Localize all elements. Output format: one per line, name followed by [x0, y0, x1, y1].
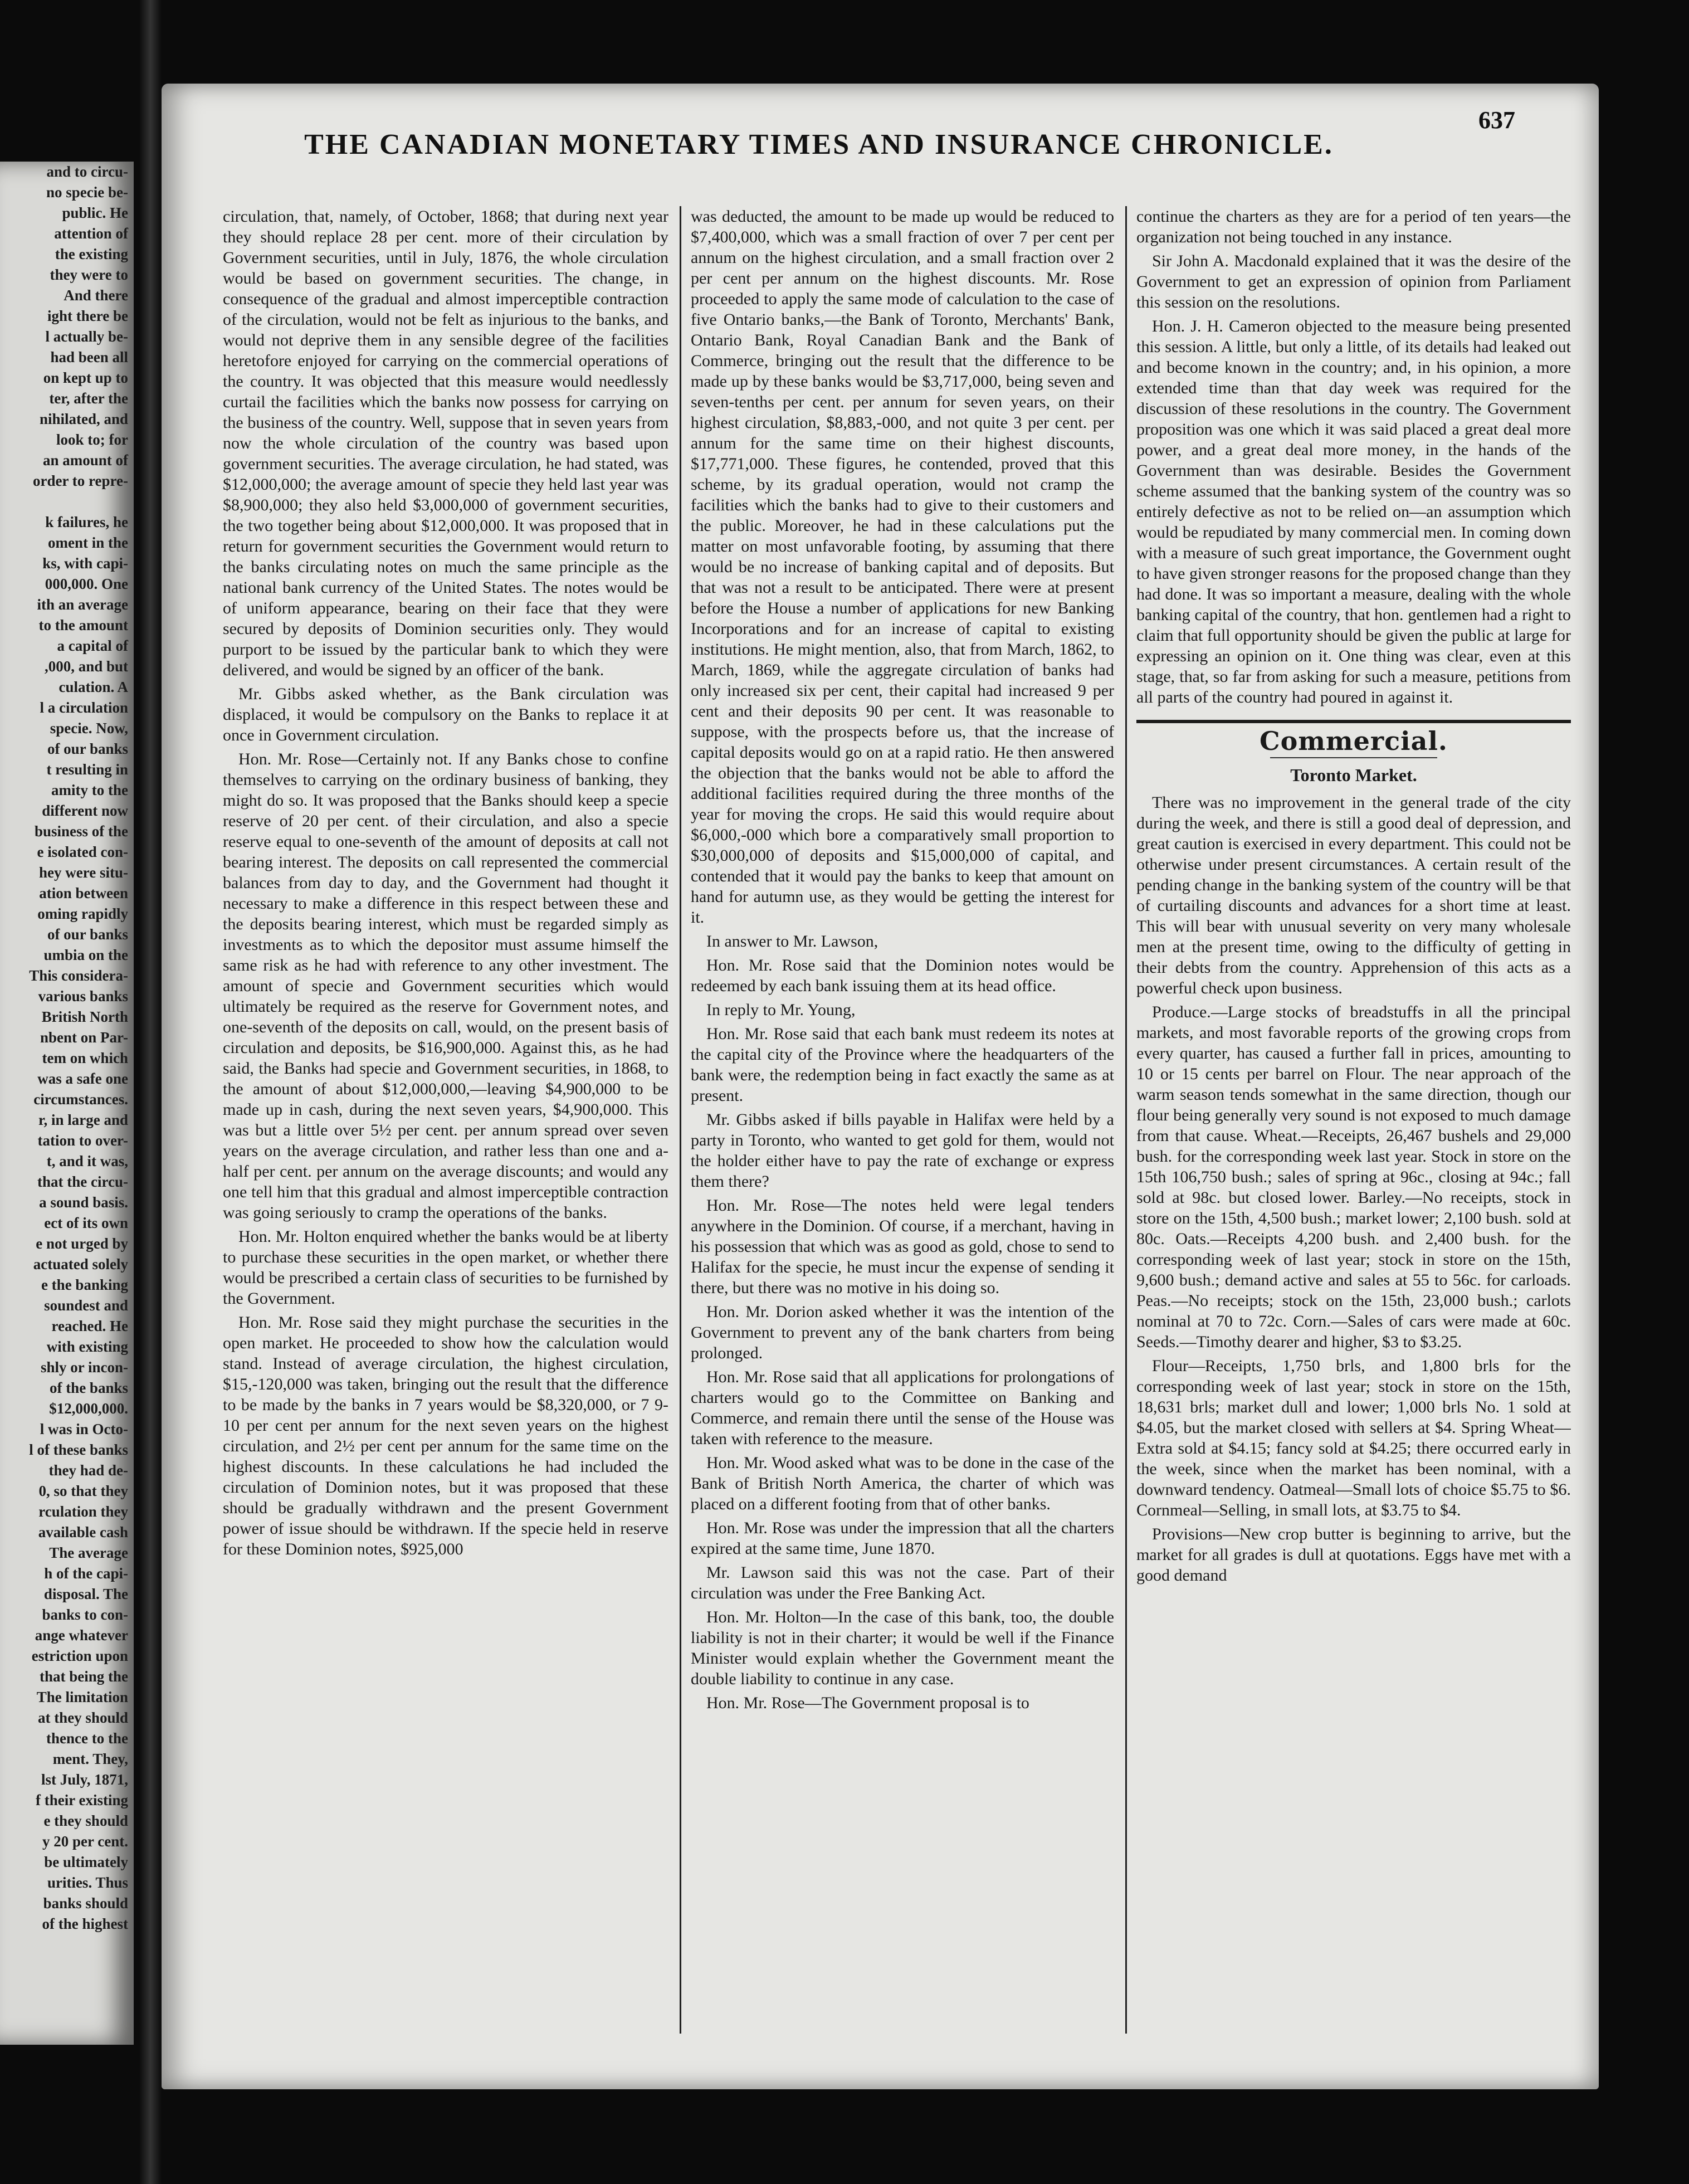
article-paragraph: Hon. Mr. Holton—In the case of this bank, too, the double liability is not in their charter; it would be well if the Finance Minister would explain whether the Government meant the double liability to continue in any case. — [691, 1608, 1114, 1688]
left-page-fragment: ect of its own — [44, 1215, 128, 1231]
left-page-fragment: ,000, and but — [44, 658, 128, 675]
left-page-fragment: nbent on Par- — [40, 1029, 128, 1046]
left-page-fragment: ange whatever — [35, 1627, 128, 1644]
article-paragraph: circulation, that, namely, of October, 1868; that during next year they should replace 28 per cent. more of their circulation by Government securities, until in July, 1876, the whole circulation would be based on government securities. The change, in consequence of the gradual and almost imperceptible contraction of the circulation, would not be felt as injurious to the banks, and would not deprive them in any sensible degree of the facilities heretofore enjoyed for carrying on the commercial operations of the country. It was objected that this measure would needlessly curtail the facilities which the banks now possess for carrying on the business of the country. Well, suppose that in seven years from now the whole circulation of the country was based upon government securities. The average circulation, he had stated, was $12,000,000; the average amount of specie they held last year was $8,900,000; they also held $3,000,000 of government securities, the two together being about $12,000,000. It was proposed that in return for government securities the Government would return to the banks circulating notes on much the same principle as the national bank currency of the United States. The notes would be of uniform appearance, bearing on their face that they were secured by deposits of Dominion securities only. They would purport to be issued by the particular bank to which they were delivered, and would be signed by an officer of the bank. — [223, 207, 668, 679]
left-page-fragment: a sound basis. — [39, 1194, 128, 1211]
left-page-fragment — [0, 491, 134, 512]
left-page-fragment: at they should — [37, 1709, 128, 1726]
left-page-fragment: 000,000. One — [45, 576, 128, 592]
left-page-fragment: 0, so that they — [38, 1483, 128, 1499]
article-paragraph: Hon. Mr. Rose—The notes held were legal tenders anywhere in the Dominion. Of course, if a merchant, having in his possession that which was as good as gold, chose to send to Halifax for the specie, he must incur the expense of sending it there, but there was no motive in his doing so. — [691, 1196, 1114, 1297]
article-paragraph: Hon. J. H. Cameron objected to the measure being presented this session. A little, but only a little, of its details had leaked out and become known in the country; and, in his opinion, a more extended time than that day week was required for the discussion of these resolutions in the country. The Government proposition was one which it was said placed a great deal more power, and a great deal more money, in the hands of the Government than was desirable. Besides the Government scheme assumed that the banking system of the country was so entirely defective as not to be relied on—an assumption which would be repudiated by many commercial men. In coming down with a measure of such great importance, the Government ought to have given stronger reasons for the proposed change than they had done. It was so important a measure, dealing with the whole banking capital of the country, that hon. gentlemen had a right to claim that full opportunity should be given the public at large for expressing an opinion on it. One thing was clear, even at this stage, that, so far from asking for such a measure, petitions from all parts of the country had poured in against it. — [1136, 317, 1571, 706]
left-page-fragment: and to circu- — [46, 163, 128, 180]
left-page-fragment: tem on which — [42, 1050, 128, 1066]
article-paragraph: Mr. Gibbs asked if bills payable in Halifax were held by a party in Toronto, who wanted to get gold for them, would not the holder either have to pay the rate of exchange or express them there? — [691, 1110, 1114, 1191]
left-page-fragment: e not urged by — [36, 1235, 128, 1252]
left-page-fragment: ter, after the — [49, 390, 128, 407]
left-page-fragment: soundest and — [44, 1297, 128, 1314]
left-page-fragment: $12,000,000. — [49, 1400, 128, 1417]
left-page-fragment: look to; for — [56, 431, 128, 448]
left-page-fragment: r, in large and — [38, 1112, 128, 1128]
left-page-fragment: k failures, he — [45, 514, 128, 530]
left-page-fragment: ment. They, — [52, 1751, 128, 1767]
left-page-fragment: public. He — [62, 204, 128, 221]
market-paragraph: There was no improvement in the general trade of the city during the week, and there is still a good deal of depression, and great caution is exercised in every department. This could not be otherwise under present circumstances. A certain result of the pending change in the banking system of the country will be that of curtailing discounts and advances for a short time at least. This will bear with unusual severity on very many wholesale men at the present time, owing to the difficulty of getting in their debts from the country. Apprehension of this acts as a powerful check upon business. — [1136, 793, 1571, 997]
book-binding — [139, 0, 162, 2184]
left-page-fragment: h of the capi- — [44, 1565, 128, 1582]
article-paragraph: Hon. Mr. Rose said that all applications for prolongations of charters would go to the Committee on Banking and Commerce, and remain there until the sense of the House was taken with reference to the measure. — [691, 1368, 1114, 1448]
left-page-fragment: an amount of — [42, 452, 128, 469]
left-page-fragment: rculation they — [38, 1503, 128, 1520]
left-page-fragment: banks should — [43, 1895, 128, 1912]
left-page-fragment: to the amount — [38, 617, 128, 633]
left-page-fragment: The limitation — [36, 1689, 128, 1705]
left-page-fragment: f their existing — [36, 1792, 128, 1808]
left-page-fragment: amity to the — [51, 782, 128, 798]
left-page-fragment: e the banking — [41, 1276, 128, 1293]
left-page-fragment: ation between — [39, 885, 128, 901]
left-page-fragment: various banks — [38, 988, 128, 1005]
article-paragraph: In reply to Mr. Young, — [706, 1001, 856, 1019]
section-divider — [1136, 720, 1571, 723]
market-paragraph: Provisions—New crop butter is beginning to arrive, but the market for all grades is dull at quotations. Eggs have met with a good demand — [1136, 1525, 1571, 1585]
left-page-fragment: of the banks — [49, 1379, 128, 1396]
left-page-fragment: The average — [49, 1544, 128, 1561]
left-page-fragment: that the circu- — [37, 1173, 128, 1190]
left-page-fragment: ith an average — [37, 596, 128, 613]
masthead: THE CANADIAN MONETARY TIMES AND INSURANCE CHRONICLE. — [304, 129, 1334, 160]
left-page-fragment: t resulting in — [46, 761, 128, 778]
article-paragraph: Mr. Gibbs asked whether, as the Bank circulation was displaced, it would be compulsory on the Banks to replace it at once in Government circulation. — [223, 685, 668, 744]
left-page-fragment: l was in Octo- — [40, 1421, 128, 1437]
left-page-fragment: of our banks — [47, 740, 128, 757]
left-page-fragment: y 20 per cent. — [42, 1833, 128, 1850]
left-page-fragment: t, and it was, — [46, 1153, 128, 1169]
left-page-fragment: And there — [64, 287, 128, 304]
left-page-fragment: urities. Thus — [47, 1874, 128, 1891]
previous-page-edge — [0, 162, 134, 2045]
column-1 — [223, 206, 668, 2045]
article-paragraph: Hon. Mr. Rose said they might purchase the securities in the open market. He proceeded to show how the calculation would stand. Instead of average circulation, the highest circulation, $15,-120,000 was taken, bringing out the result that the difference to be made by the banks in 7 years would be $8,320,000, or 7 9-10 per cent per annum for the next seven years on the highest circulation, and 2½ per cent per annum for the same time on the highest discounts. In these calculations he had included the circulation of Dominion notes, but it was proposed that these should be gradually withdrawn and the present Government power of issue should be withdrawn. If the specie held in reserve for these Dominion notes, $925,000 — [223, 1313, 668, 1558]
market-heading: Toronto Market. — [1290, 765, 1417, 785]
article-paragraph: Hon. Mr. Wood asked what was to be done in the case of the Bank of British North America, the charter of which was placed on a different footing from that of other banks. — [691, 1454, 1114, 1513]
left-page-fragment: thence to the — [46, 1730, 128, 1747]
heading-rule — [1270, 757, 1437, 758]
left-page-fragment: oment in the — [48, 534, 128, 551]
left-page-fragment: l a circulation — [40, 699, 128, 716]
left-page-fragment: actuated solely — [33, 1256, 128, 1273]
article-paragraph: Sir John A. Macdonald explained that it was the desire of the Government to get an expression of opinion from Parliament this session on the resolutions. — [1136, 252, 1571, 311]
column-2 — [691, 206, 1114, 2045]
left-page-fragment: British North — [41, 1008, 128, 1025]
column-rule — [1125, 206, 1127, 2034]
left-page-fragment: attention of — [54, 225, 128, 242]
left-page-fragment: available cash — [38, 1524, 128, 1540]
article-paragraph: Hon. Mr. Rose said that the Dominion notes would be redeemed by each bank issuing them at its head office. — [691, 956, 1114, 995]
left-page-fragment: l actually be- — [45, 328, 128, 345]
left-page-fragment: with existing — [46, 1338, 128, 1355]
left-page-fragment: banks to con- — [42, 1606, 128, 1623]
left-page-fragment: that being the — [39, 1668, 128, 1685]
newspaper-page — [162, 84, 1599, 2089]
article-paragraph: Hon. Mr. Holton enquired whether the banks would be at liberty to purchase these securities in the open market, or whether there would be prescribed a certain class of securities to be furnished by the Government. — [223, 1227, 668, 1308]
left-page-fragment: a capital of — [57, 637, 128, 654]
left-page-fragment: specie. Now, — [50, 720, 128, 737]
left-page-fragment: they had de- — [48, 1462, 128, 1479]
left-page-fragment: of the highest — [42, 1915, 128, 1932]
page-number: 637 — [1478, 106, 1515, 134]
article-paragraph: Hon. Mr. Rose—Certainly not. If any Banks chose to confine themselves to carrying on the ordinary business of banking, they might do so. It was proposed that the Banks should keep a specie reserve of 20 per cent. of their circulation, and also a specie reserve equal to one-seventh of the amount of deposits at call not bearing interest. The deposits on call represented the commercial balances from day to day, and the Government had thought it necessary to make a difference in this respect between these and the deposits bearing interest, which must be regarded simply as investments as to which the depositor must assume himself the same risk as he had with reference to any other investment. The amount of specie and Government securities which would ultimately be required as the reserve for Government notes, and one-seventh of the deposits on call, would, on the present basis of circulation and deposits, be $16,900,000. Against this, as he had said, the Banks had specie and Government securities, in 1868, to the amount of about $12,000,000,—leaving $4,900,000 to be made up in cash, during the next seven years, $4,900,000. This was but a little over 5½ per cent. per annum spread over seven years on the average circulation, and rather less than one and a-half per cent. per annum on the average discounts; and would any one tell him that this gradual and almost imperceptible contraction was going seriously to cramp the operations of the banks. — [223, 750, 668, 1222]
left-page-fragment: reached. He — [51, 1318, 128, 1334]
market-paragraph: Produce.—Large stocks of breadstuffs in all the principal markets, and most favorable reports of the growing crops from every quarter, has caused a further fall in prices, amounting to 10 or 15 cents per barrel on Flour. The near approach of the warm season tends somewhat in the same direction, though our flour being generally very sound is not exposed to much damage from that cause. Wheat.—Receipts, 26,467 bushels and 29,000 bush. for the corresponding week last year. Stock in store on the 15th 106,750 bush.; sales of spring at 96c., closing at 94c.; fall sold at 98c. but closed lower. Barley.—No receipts, stock in store on the 15th, 4,500 bush.; market lower; 2,100 bush. sold at 80c. Oats.—Receipts 4,200 bush. and 2,400 bush. for the corresponding week of last year; stock in store on the 15th, 9,600 bush.; demand active and sales at 55 to 56c. for carloads. Peas.—No receipts; stock on the 15th, 23,000 bush.; carlots nominal at 70 to 72c. Corn.—Sales of cars were made at 60c. Seeds.—Timothy dearer and higher, $3 to $3.25. — [1136, 1003, 1571, 1351]
left-page-fragment: oming rapidly — [37, 905, 128, 922]
left-page-fragment: the existing — [55, 246, 128, 262]
left-page-fragment: had been all — [50, 349, 128, 365]
left-page-fragment: e they should — [43, 1812, 128, 1829]
left-page-fragment: circumstances. — [33, 1091, 128, 1108]
left-page-fragment: on kept up to — [43, 369, 128, 386]
article-paragraph: Hon. Mr. Rose said that each bank must redeem its notes at the capital city of the Province where the headquarters of the bank were, the redemption being in fact exactly the same as at present. — [691, 1025, 1114, 1105]
left-page-fragment: be ultimately — [44, 1854, 128, 1870]
left-page-fragment: nihilated, and — [39, 411, 128, 427]
left-page-fragment: e isolated con- — [37, 844, 128, 860]
left-page-fragment: This considera- — [29, 967, 128, 984]
column-3 — [1136, 206, 1571, 2045]
left-page-fragment: tation to over- — [37, 1132, 128, 1149]
left-page-fragment: lst July, 1871, — [41, 1771, 128, 1788]
article-paragraph: continue the charters as they are for a period of ten years—the organization not being touched in any instance. — [1136, 207, 1571, 246]
left-page-fragment: culation. A — [58, 679, 128, 695]
left-page-fragment: hey were situ- — [39, 864, 128, 881]
market-paragraph: Flour—Receipts, 1,750 brls, and 1,800 brls for the corresponding week of last year; stock in store on the 15th, 18,631 brls; market dull and lower; 1,000 brls No. 1 sold at $4.05, but the market closed with sellers at $4. Spring Wheat—Extra sold at $4.15; fancy sold at $4.25; there occurred early in the week, since when the market has been nominal, with a downward tendency. Oatmeal—Small lots of choice $5.75 to $6. Cornmeal—Selling, in small lots, at $3.75 to $4. — [1136, 1357, 1571, 1519]
left-page-fragment: business of the — [34, 823, 128, 840]
article-paragraph: Hon. Mr. Rose was under the impression that all the charters expired at the same time, June 1870. — [691, 1519, 1114, 1558]
left-page-fragment: ight there be — [47, 308, 128, 324]
left-page-fragment: ks, with capi- — [42, 555, 128, 572]
left-page-fragment: umbia on the — [43, 947, 128, 963]
left-page-fragment: different now — [42, 802, 128, 819]
column-rule — [680, 206, 681, 2034]
left-page-fragment: disposal. The — [43, 1586, 128, 1602]
left-page-fragment: was a safe one — [37, 1070, 128, 1087]
left-page-fragment: of our banks — [47, 926, 128, 943]
article-paragraph: was deducted, the amount to be made up would be reduced to $7,400,000, which was a small fraction of over 7 per cent per annum on the highest circulation, and a small fraction over 2 per cent per annum on the highest discounts. Mr. Rose proceeded to apply the same mode of calculation to the case of five Ontario banks,—the Bank of Toronto, Merchants' Bank, Ontario Bank, Royal Canadian Bank and the Bank of Commerce, bringing out the result that the difference to be made up by these banks would be $3,717,000, being seven and seven-tenths per cent. per annum for seven years, on their highest circulation, $8,883,-000, and not quite 3 per cent. per annum for the same time on their highest discounts, $17,771,000. These figures, he contended, proved that this scheme, by its gradual operation, would not cramp the facilities which the banks had to give to their customers and the public. Moreover, he had in these calculations put the matter on most unfavorable footing, by assuming that there would be no increase of banking capital and of deposits. But that was not a result to be anticipated. There were at present before the House a number of applications for new Banking Incorporations and for an increase of capital to existing institutions. He might mention, also, that from March, 1862, to March, 1869, while the aggregate circulation of banks had only increased six per cent, their capital had increased 9 per cent and their deposits 90 per cent. It was reasonable to suppose, with the prospects before us, that the increase of capital deposits would go on at a rapid ratio. He then answered the objection that the banks would not be able to afford the additional facilities required during the three months of the year for moving the crops. He said this would require about $6,000,-000 which bore a comparatively small proportion to $30,000,000 of deposits and $15,000,000 of capital, and contended that it would pay the banks to keep that amount on hand for autumn use, as they would be getting the interest for it. — [691, 207, 1114, 927]
article-paragraph: Mr. Lawson said this was not the case. Part of their circulation was under the Free Banking Act. — [691, 1563, 1114, 1602]
left-page-fragment: estriction upon — [31, 1647, 128, 1664]
article-paragraph: Hon. Mr. Dorion asked whether it was the intention of the Government to prevent any of the bank charters from being prolonged. — [691, 1303, 1114, 1362]
article-paragraph: In answer to Mr. Lawson, — [706, 932, 878, 950]
left-page-fragment: no specie be- — [46, 184, 128, 201]
commercial-heading: Commercial. — [1260, 726, 1448, 756]
left-page-fragment: l of these banks — [29, 1441, 128, 1458]
left-page-fragment: order to repre- — [33, 472, 128, 489]
article-paragraph: Hon. Mr. Rose—The Government proposal is to — [706, 1694, 1029, 1712]
left-page-fragment: shly or incon- — [40, 1359, 128, 1376]
left-page-fragment: they were to — [50, 266, 128, 283]
